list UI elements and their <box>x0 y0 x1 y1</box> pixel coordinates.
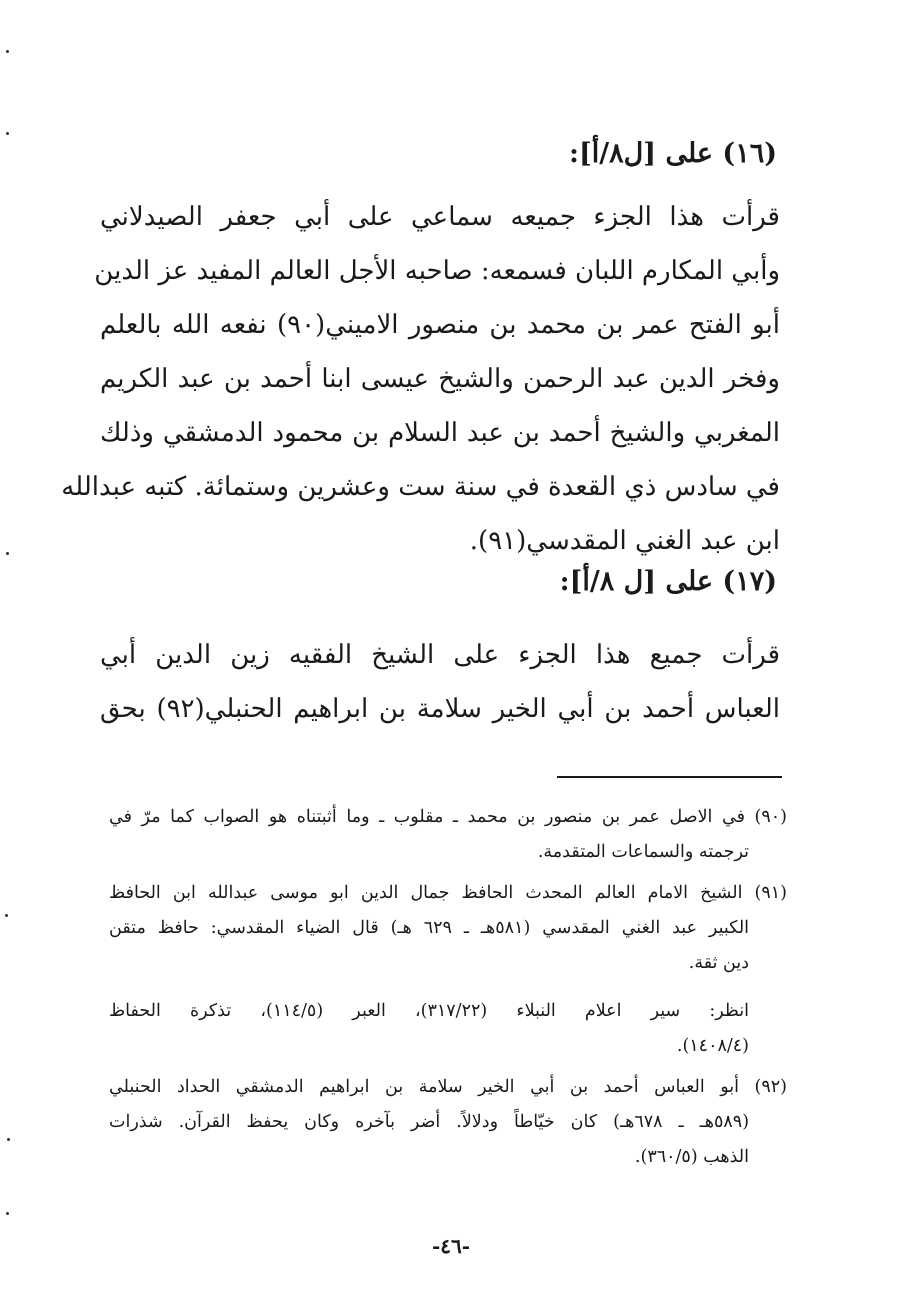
footnote-line: انظر: سير اعلام النبلاء (٣١٧/٢٢)، العبر (١١٤/٥)، تذكرة الحفاظ <box>109 1001 749 1021</box>
footnote-91 <box>109 876 787 981</box>
footnote-line: (٥٨٩هـ ـ ٦٧٨هـ) كان خيّاطاً ودلالاً. أضر بآخره وكان يحفظ القرآن. شذرات <box>109 1112 750 1132</box>
body-line: أبو الفتح عمر بن محمد بن منصور الاميني(٩٠) نفعه الله بالعلم <box>100 310 780 340</box>
paragraph-16 <box>61 190 780 568</box>
scan-speck <box>7 1138 10 1141</box>
scan-speck <box>6 132 9 135</box>
body-line: في سادس ذي القعدة في سنة ست وعشرين وستمائة. كتبه عبدالله <box>61 472 780 502</box>
footnote-line: الكبير عبد الغني المقدسي (٥٨١هـ ـ ٦٢٩ هـ) قال الضياء المقدسي: حافظ متقن <box>109 918 750 938</box>
footnote-line: (٩٢) أبو العباس أحمد بن أبي الخير سلامة بن ابراهيم الدمشقي الحداد الحنبلي <box>109 1077 787 1097</box>
section-heading-17: (١٧) على [ل ٨/أ]: <box>559 566 777 597</box>
footnote-line: ترجمته والسماعات المتقدمة. <box>537 842 749 862</box>
body-line: العباس أحمد بن أبي الخير سلامة بن ابراهيم الحنبلي(٩٢) بحق <box>100 694 780 724</box>
scan-speck <box>5 914 8 917</box>
footnote-line: الذهب (٣٦٠/٥). <box>634 1147 749 1167</box>
body-line: قرأت جميع هذا الجزء على الشيخ الفقيه زين الدين أبي <box>100 640 780 670</box>
footnote-90 <box>109 800 787 870</box>
scan-speck <box>6 50 9 53</box>
body-line: المغربي والشيخ أحمد بن عبد السلام بن محمود الدمشقي وذلك <box>100 418 780 448</box>
body-line: وفخر الدين عبد الرحمن والشيخ عيسى ابنا أحمد بن عبد الكريم <box>100 364 780 394</box>
footnote-92 <box>109 1070 787 1175</box>
scan-speck <box>6 552 9 555</box>
footnote-91-references <box>109 994 787 1064</box>
paragraph-17 <box>100 628 780 736</box>
section-heading-16: (١٦) على [ل٨/أ]: <box>569 138 777 169</box>
body-line: وأبي المكارم اللبان فسمعه: صاحبه الأجل العالم المفيد عز الدين <box>94 256 780 286</box>
body-line: ابن عبد الغني المقدسي(٩١). <box>469 526 780 556</box>
body-line: قرأت هذا الجزء جميعه سماعي على أبي جعفر الصيدلاني <box>100 202 780 232</box>
footnote-line: (٩١) الشيخ الامام العالم المحدث الحافظ جمال الدين ابو موسى عبدالله ابن الحافظ <box>109 883 787 903</box>
footnote-line: (٩٠) في الاصل عمر بن منصور بن محمد ـ مقلوب ـ وما أثبتناه هو الصواب كما مرّ في <box>109 807 787 827</box>
footnote-line: (١٤٠٨/٤). <box>676 1036 749 1056</box>
page-number: -٤٦- <box>431 1234 471 1258</box>
footnote-separator <box>557 776 782 778</box>
scan-speck <box>6 1212 9 1215</box>
footnote-line: دين ثقة. <box>688 953 749 973</box>
